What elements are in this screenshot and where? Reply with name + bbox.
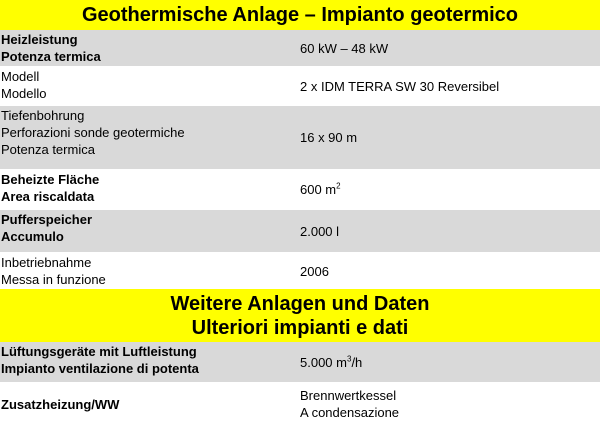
row-label: Modell Modello: [1, 69, 47, 101]
table-row-ventilation: [0, 342, 600, 382]
section-header-additional: [0, 289, 600, 342]
row-label: Pufferspeicher Accumulo: [1, 212, 93, 244]
row-label: Heizleistung Potenza termica: [1, 32, 101, 64]
section-header-geothermal: [0, 0, 600, 30]
table-row-commissioning: [0, 253, 600, 289]
table-row-heated-area: [0, 170, 600, 209]
row-label: Tiefenbohrung Perforazioni sonde geotermiche Potenza termica: [1, 108, 185, 157]
table-row-model: [0, 67, 600, 105]
table-row-heating-power: [0, 30, 600, 66]
row-label: Beheizte Fläche Area riscaldata: [1, 172, 100, 204]
table-row-deep-drilling: [0, 106, 600, 169]
section-title: Geothermische Anlage – Impianto geotermico: [81, 3, 519, 26]
row-label: Lüftungsgeräte mit Luftleistung Impianto ventilazione di potenta: [1, 344, 199, 376]
table-row-buffer-storage: [0, 210, 600, 252]
row-label: Zusatzheizung/WW: [1, 397, 120, 412]
row-value: 2006: [300, 263, 329, 279]
row-value: 2 x IDM TERRA SW 30 Reversibel: [300, 78, 500, 94]
row-value: 5.000 $m^3/h$: [300, 354, 363, 370]
row-value: 2.000 l: [300, 223, 340, 239]
row-value: 600 $m^2$: [300, 181, 341, 197]
section-title-line2: Ulteriori impianti e dati: [191, 316, 409, 339]
table-row-auxiliary-heating: [0, 383, 600, 425]
row-value: 60 kW – 48 kW: [300, 40, 389, 56]
row-value: Brennwertkessel A condensazione: [300, 388, 400, 420]
section-title-line1: Weitere Anlagen und Daten: [170, 292, 430, 315]
row-value: 16 x 90 m: [300, 130, 358, 145]
row-label: Inbetriebnahme Messa in funzione: [1, 255, 106, 287]
